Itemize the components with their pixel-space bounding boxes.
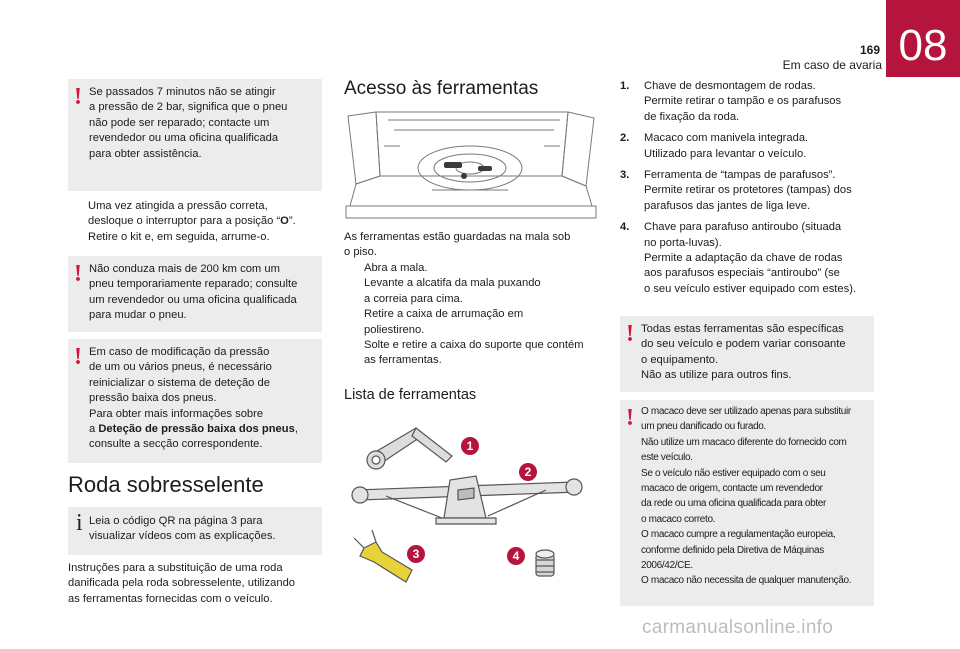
item-number: 2. [620, 132, 630, 145]
warning-line: Se passados 7 minutos não se atingir [89, 86, 276, 98]
warning-box-specific-tools [620, 316, 874, 392]
callout-3 [407, 545, 425, 563]
bolt-cap-tool-illustration [354, 530, 412, 582]
warning-line-reference: a Deteção de pressão baixa dos pneus, [89, 423, 298, 436]
warning-line: 2006/42/CE. [641, 560, 693, 572]
warning-line: um revendedor ou uma oficina qualificada [89, 293, 297, 306]
item-number: 4. [620, 221, 630, 234]
list-item: Retire a caixa de arrumação em poliestireno. [364, 308, 524, 336]
warning-line: Não as utilize para outros fins. [641, 369, 792, 382]
callout-label: 4 [512, 549, 520, 563]
info-box-qr [68, 507, 322, 555]
warning-line: este veículo. [641, 452, 693, 464]
warning-box-distance [68, 256, 322, 332]
info-line: visualizar vídeos com as explicações. [89, 530, 276, 543]
tools-illustration [346, 420, 592, 592]
wheel-brace-illustration [367, 428, 452, 469]
warning-line: não pode ser reparado; contacte um [89, 116, 270, 129]
warning-box-jack [620, 400, 874, 606]
tool-access-steps [344, 261, 606, 369]
warning-icon: ! [74, 84, 82, 110]
chapter-tab: 08 [886, 0, 960, 77]
list-item: 1. Chave de desmontagem de rodas. Permite retirar o tampão e os parafusos de fixação da roda. [620, 80, 842, 123]
warning-line: Para obter mais informações sobre [89, 407, 264, 420]
section-title-tool-access: Acesso às ferramentas [344, 78, 539, 99]
warning-line: a pressão de 2 bar, significa que o pneu [89, 101, 288, 114]
warning-line: da rede ou uma oficina qualificada para obter [641, 498, 826, 510]
item-number: 3. [620, 169, 630, 182]
boot-illustration [340, 106, 602, 224]
callout-label: 2 [524, 465, 532, 479]
bullet-list-kit [68, 199, 324, 245]
warning-line: revendedor ou uma oficina qualificada [89, 132, 279, 145]
warning-box-tpms [68, 339, 322, 463]
chapter-title: Em caso de avaria [782, 58, 882, 72]
callout-2 [519, 463, 537, 481]
warning-line: o macaco correto. [641, 513, 716, 525]
warning-icon: ! [626, 321, 634, 347]
warning-line: pneu temporariamente reparado; consulte [89, 278, 298, 291]
warning-box-pressure [68, 79, 322, 191]
warning-line: de um ou vários pneus, é necessário [89, 361, 272, 374]
warning-line: do seu veículo e podem variar consoante [641, 338, 846, 351]
warning-line: consulte a secção correspondente. [89, 438, 263, 451]
warning-line: para mudar o pneu. [89, 309, 187, 322]
warning-line: pressão baixa dos pneus. [89, 392, 217, 405]
list-item: Retire o kit e, em seguida, arrume-o. [88, 230, 270, 243]
tool-list [620, 79, 882, 303]
warning-line: para obter assistência. [89, 147, 202, 160]
warning-line: reinicializar o sistema de deteção de [89, 376, 270, 389]
tool-access-intro: As ferramentas estão guardadas na mala sob o piso. [344, 231, 571, 259]
warning-icon: ! [74, 261, 82, 287]
warning-line: um pneu danificado ou furado. [641, 421, 766, 433]
callout-label: 1 [466, 439, 474, 453]
callout-1 [461, 437, 479, 455]
callout-label: 3 [412, 547, 420, 561]
antitheft-socket-illustration [536, 550, 554, 576]
warning-line: conforme definido pela Diretiva de Máquinas [641, 544, 824, 556]
warning-line: Não utilize um macaco diferente do fornecido com [641, 436, 847, 448]
page-number: 169 [859, 43, 880, 57]
item-number: 1. [620, 80, 630, 92]
cross-reference: Deteção de pressão baixa dos pneus [98, 423, 295, 436]
warning-line: O macaco não necessita de qualquer manutenção. [641, 575, 852, 587]
watermark: carmanualsonline.info [642, 617, 834, 638]
section-title-tool-list: Lista de ferramentas [344, 387, 477, 403]
list-item: 3. Ferramenta de “tampas de parafusos”. Permite retirar os protetores (tampas) dos parafusos das jantes de liga leve. [620, 169, 852, 212]
info-line: Leia o código QR na página 3 para [89, 515, 263, 527]
list-item: Abra a mala. [364, 262, 428, 274]
warning-line: O macaco cumpre a regulamentação europeia, [641, 529, 836, 541]
section-title-spare-wheel: Roda sobresselente [68, 472, 264, 497]
info-icon: i [76, 510, 83, 536]
warning-line: macaco de origem, contacte um revendedor [641, 483, 823, 495]
warning-icon: ! [626, 405, 634, 431]
jack-illustration [352, 476, 582, 524]
warning-line: o equipamento. [641, 353, 719, 366]
list-item: 4. Chave para parafuso antiroubo (situada no porta-luvas). Permite a adaptação da chave de rodas aos parafusos especiais “antiroubo” (se o seu veículo estiver equipado com estes). [620, 221, 857, 295]
spare-wheel-intro: Instruções para a substituição de uma roda danificada pela roda sobresselente, utilizando as ferramentas fornecidas com o veículo. [68, 562, 296, 605]
callout-4 [507, 547, 525, 565]
warning-line: Se o veículo não estiver equipado com o seu [641, 467, 826, 479]
warning-icon: ! [74, 344, 82, 370]
list-item: Levante a alcatifa da mala puxando a correia para cima. [364, 277, 541, 305]
warning-line: O macaco deve ser utilizado apenas para substituir [641, 406, 851, 417]
warning-line: Todas estas ferramentas são específicas [641, 323, 844, 335]
list-item: Uma vez atingida a pressão correta, desloque o interruptor para a posição “O”. [88, 200, 296, 228]
list-item: Solte e retire a caixa do suporte que contém as ferramentas. [364, 339, 584, 367]
warning-line: Em caso de modificação da pressão [89, 346, 270, 358]
warning-line: Não conduza mais de 200 km com um [89, 263, 280, 275]
list-item: 2. Macaco com manivela integrada. Utilizado para levantar o veículo. [620, 132, 809, 160]
